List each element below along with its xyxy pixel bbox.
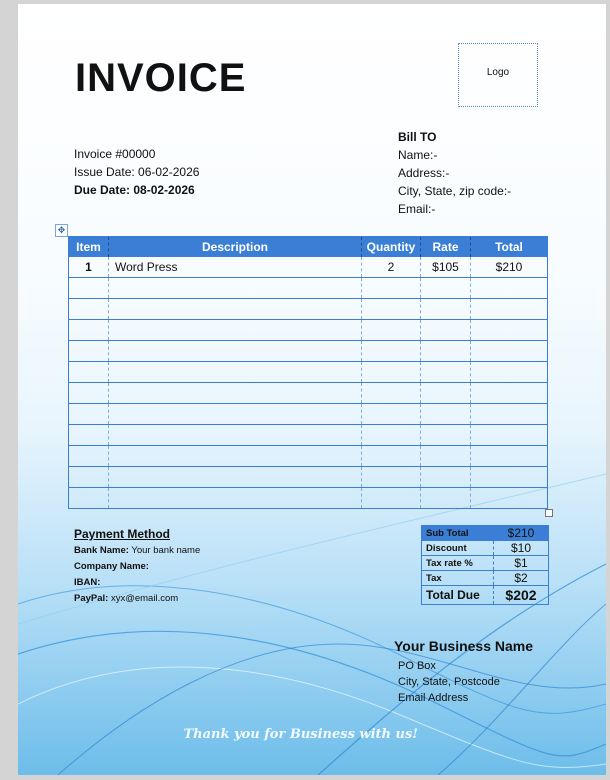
business-name: Your Business Name (394, 638, 534, 654)
table-cell[interactable] (471, 467, 548, 488)
table-cell[interactable] (362, 446, 421, 467)
totals-label: Tax rate % (422, 556, 494, 571)
table-cell[interactable] (109, 404, 362, 425)
logo-placeholder[interactable] (458, 43, 538, 107)
table-cell[interactable] (69, 278, 109, 299)
table-cell[interactable]: 2 (362, 257, 421, 278)
table-cell[interactable] (421, 320, 471, 341)
column-header: Rate (421, 237, 471, 258)
table-cell[interactable] (421, 299, 471, 320)
table-row (69, 278, 548, 299)
table-cell[interactable] (362, 488, 421, 509)
column-header: Description (109, 237, 362, 258)
table-cell[interactable] (69, 299, 109, 320)
total-due-row (422, 586, 549, 605)
table-cell[interactable] (421, 488, 471, 509)
business-po-box: PO Box (398, 660, 436, 672)
table-cell[interactable] (362, 278, 421, 299)
table-cell[interactable] (471, 488, 548, 509)
table-cell[interactable] (69, 467, 109, 488)
bank-name-label: Bank Name: (74, 545, 129, 556)
table-row (69, 425, 548, 446)
table-cell[interactable] (421, 278, 471, 299)
company-name-label: Company Name: (74, 561, 149, 572)
items-body (69, 257, 548, 509)
table-cell[interactable] (362, 467, 421, 488)
totals-value: $202 (494, 586, 549, 605)
table-cell[interactable] (109, 488, 362, 509)
table-cell[interactable] (471, 446, 548, 467)
column-header: Total (471, 237, 548, 258)
table-cell[interactable] (362, 299, 421, 320)
bill-to-section (398, 128, 511, 218)
payment-method-title: Payment Method (74, 527, 171, 541)
table-cell[interactable] (421, 383, 471, 404)
table-cell[interactable] (109, 278, 362, 299)
table-cell[interactable] (109, 446, 362, 467)
table-cell[interactable] (362, 425, 421, 446)
invoice-title: INVOICE (75, 56, 247, 100)
table-cell[interactable] (421, 467, 471, 488)
invoice-page (18, 4, 606, 775)
table-cell[interactable] (69, 341, 109, 362)
totals-value: $2 (494, 571, 549, 586)
table-resize-handle[interactable] (545, 509, 553, 517)
table-cell[interactable] (109, 425, 362, 446)
table-cell[interactable] (471, 320, 548, 341)
paypal-value: xyx@email.com (110, 593, 179, 604)
table-cell[interactable] (109, 383, 362, 404)
iban-label: IBAN: (74, 577, 101, 588)
table-cell[interactable] (421, 425, 471, 446)
table-cell[interactable] (69, 404, 109, 425)
table-cell[interactable] (362, 383, 421, 404)
table-cell[interactable]: $210 (471, 257, 548, 278)
table-cell[interactable] (471, 383, 548, 404)
table-cell[interactable] (362, 362, 421, 383)
bill-to-city: City, State, zip code:- (398, 184, 512, 198)
table-move-handle-icon[interactable]: ✥ (55, 224, 68, 237)
bill-to-email: Email:- (398, 202, 436, 216)
table-cell[interactable] (109, 341, 362, 362)
items-table (68, 236, 548, 509)
table-row (69, 341, 548, 362)
table-row (69, 383, 548, 404)
table-cell[interactable] (471, 341, 548, 362)
table-row (69, 467, 548, 488)
paypal-label: PayPal: (74, 593, 109, 604)
payment-method-section (74, 525, 200, 607)
totals-value: $210 (494, 526, 549, 541)
totals-label: Tax (422, 571, 494, 586)
table-row (69, 446, 548, 467)
items-header-row (69, 237, 548, 258)
invoice-number: Invoice #00000 (74, 147, 156, 161)
table-cell[interactable] (69, 320, 109, 341)
issue-date: Issue Date: 06-02-2026 (74, 165, 200, 179)
table-cell[interactable] (471, 362, 548, 383)
tax-row (422, 571, 549, 586)
subtotal-row (422, 526, 549, 541)
discount-row (422, 541, 549, 556)
table-cell[interactable]: $105 (421, 257, 471, 278)
table-cell[interactable] (471, 299, 548, 320)
totals-label: Discount (422, 541, 494, 556)
totals-value: $10 (494, 541, 549, 556)
bank-name-value: Your bank name (131, 545, 201, 556)
table-cell[interactable]: 1 (69, 257, 109, 278)
table-cell[interactable] (109, 467, 362, 488)
totals-table (421, 525, 549, 605)
column-header: Quantity (362, 237, 421, 258)
business-info (394, 636, 533, 706)
table-cell[interactable] (69, 446, 109, 467)
table-cell[interactable] (69, 362, 109, 383)
totals-value: $1 (494, 556, 549, 571)
due-date: Due Date: 08-02-2026 (74, 183, 195, 197)
bill-to-address: Address:- (398, 166, 450, 180)
thank-you-message: Thank you for Business with us! (183, 727, 418, 742)
table-cell[interactable] (471, 404, 548, 425)
column-header: Item (69, 237, 109, 258)
bill-to-heading: Bill TO (398, 130, 437, 144)
table-cell[interactable] (362, 341, 421, 362)
business-email: Email Address (398, 692, 469, 704)
table-cell[interactable] (109, 299, 362, 320)
table-cell[interactable] (471, 278, 548, 299)
table-cell[interactable] (109, 320, 362, 341)
totals-label: Sub Total (422, 526, 494, 541)
table-cell[interactable] (421, 362, 471, 383)
table-cell[interactable] (471, 425, 548, 446)
table-row (69, 404, 548, 425)
table-cell[interactable] (421, 446, 471, 467)
table-row (69, 299, 548, 320)
business-city: City, State, Postcode (398, 676, 500, 688)
table-cell[interactable] (69, 383, 109, 404)
table-row (69, 362, 548, 383)
table-row (69, 320, 548, 341)
tax-rate-row (422, 556, 549, 571)
invoice-info (74, 145, 199, 199)
table-cell[interactable] (69, 425, 109, 446)
table-cell[interactable] (109, 362, 362, 383)
logo-label: Logo (486, 66, 510, 78)
totals-label: Total Due (422, 586, 494, 605)
table-cell[interactable] (421, 341, 471, 362)
table-cell[interactable]: Word Press (109, 257, 362, 278)
table-cell[interactable] (69, 488, 109, 509)
bill-to-name: Name:- (398, 148, 438, 162)
table-cell[interactable] (362, 404, 421, 425)
table-row (69, 488, 548, 509)
table-row (69, 257, 548, 278)
table-cell[interactable] (362, 320, 421, 341)
table-cell[interactable] (421, 404, 471, 425)
